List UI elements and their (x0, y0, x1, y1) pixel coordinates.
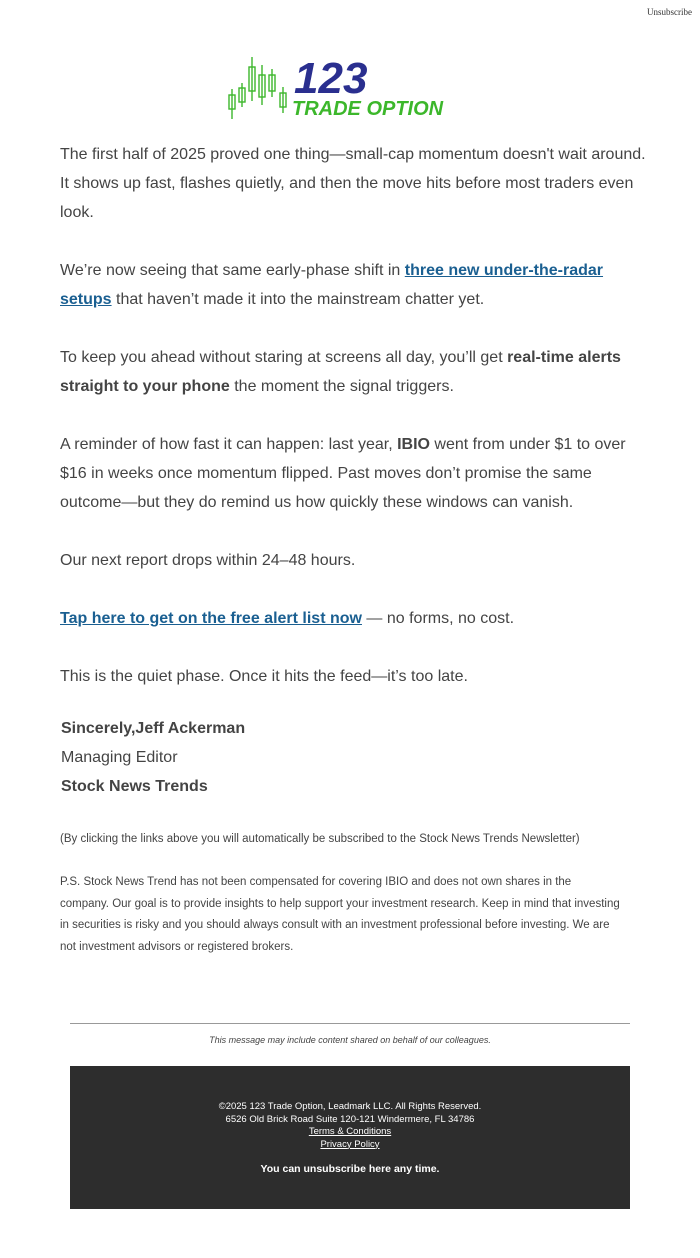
paragraph-cta: Tap here to get on the free alert list now — no forms, no cost. (60, 610, 515, 627)
setups-link[interactable]: three new under-the-radar setups (60, 262, 604, 308)
logo-text: TRADE OPTION (292, 98, 444, 120)
brand-logo (226, 55, 476, 123)
paragraph-setups: We’re now seeing that same early-phase shift in three new under-the-radar setups that haven’t made it into the mainstream chatter yet. (60, 262, 604, 308)
paragraph-next-report: Our next report drops within 24–48 hours. (60, 552, 356, 569)
terms-link[interactable]: Terms & Conditions (308, 1126, 392, 1137)
shared-content-note: This message may include content shared on behalf of our colleagues. (209, 1035, 491, 1045)
footer-panel (70, 1066, 630, 1209)
unsubscribe-link[interactable]: Unsubscribe (647, 7, 692, 17)
footer-copyright: ©2025 123 Trade Option, Leadmark LLC. All Rights Reserved. (218, 1101, 482, 1112)
ps-disclaimer: P.S. Stock News Trend has not been compensated for covering IBIO and does not own shares in the company. Our goal is to provide insights to help support your investment research. Keep in mind that investing in securities is risky and you should always consult with an investment professional before investing. We are not investment advisors or registered brokers. (60, 876, 620, 953)
paragraph-reminder: A reminder of how fast it can happen: last year, IBIO went from under $1 to over $16 in weeks once momentum flipped. Past moves don’t promise the same outcome—but they do remind us how quickly these windows can vanish. (60, 436, 626, 511)
paragraph-alerts: To keep you ahead without staring at screens all day, you’ll get real-time alerts straight to your phone the moment the signal triggers. (60, 349, 621, 395)
footer-unsubscribe[interactable]: You can unsubscribe here any time. (260, 1163, 440, 1175)
signature-block (61, 714, 245, 801)
ticker-bold: IBIO (397, 436, 430, 453)
footer-address: 6526 Old Brick Road Suite 120-121 Windermere, FL 34786 (225, 1113, 475, 1125)
paragraph-intro: The first half of 2025 proved one thing—small-cap momentum doesn't wait around. It shows up fast, flashes quietly, and then the move hits before most traders even look. (60, 146, 646, 221)
logo-number: 123 (294, 55, 368, 103)
footer-divider (70, 1023, 630, 1024)
email-body (60, 140, 650, 691)
signature-company: Stock News Trends (61, 778, 208, 795)
subscription-note: (By clicking the links above you will automatically be subscribed to the Stock News Trends Newsletter) (60, 833, 580, 845)
alerts-bold-text: real-time alerts straight to your phone (60, 349, 621, 395)
signature-closing: Sincerely,Jeff Ackerman (61, 720, 246, 737)
privacy-link[interactable]: Privacy Policy (320, 1138, 380, 1150)
paragraph-quiet-phase: This is the quiet phase. Once it hits the feed—it’s too late. (60, 668, 468, 685)
free-alert-link[interactable]: Tap here to get on the free alert list now (60, 610, 362, 627)
signature-title: Managing Editor (61, 749, 178, 766)
candlestick-icon (229, 57, 286, 119)
